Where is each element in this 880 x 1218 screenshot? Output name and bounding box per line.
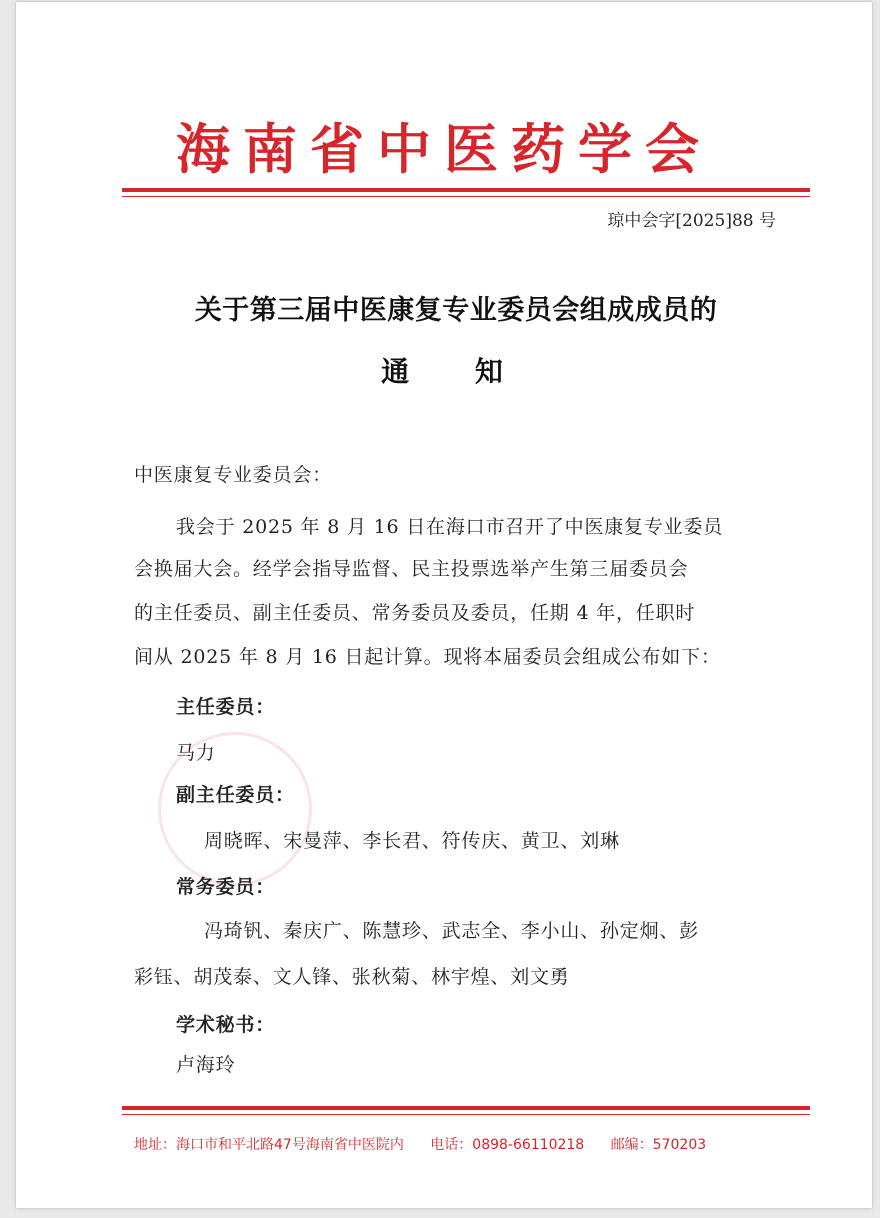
footer-rule-thin xyxy=(122,1114,810,1115)
vice-director-names: 周晓晖、宋曼萍、李长君、符传庆、黄卫、刘琳 xyxy=(204,830,620,852)
director-label: 主任委员： xyxy=(176,696,276,718)
letterhead-rule-thick xyxy=(122,188,810,192)
paragraph-line: 我会于 2025 年 8 月 16 日在海口市召开了中医康复专业委员 xyxy=(176,516,724,538)
notice-title: 关于第三届中医康复专业委员会组成成员的 xyxy=(194,295,718,326)
official-seal xyxy=(158,732,312,886)
letterhead-organization-name: 海南省中医药学会 xyxy=(176,117,712,181)
document-page xyxy=(16,2,872,1208)
letterhead-rule-thin xyxy=(122,196,810,197)
standing-members-names: 彩钰、胡茂泰、文人锋、张秋菊、林宇煌、刘文勇 xyxy=(134,966,570,988)
paragraph-line: 会换届大会。经学会指导监督、民主投票选举产生第三届委员会 xyxy=(134,558,689,580)
paragraph-line: 的主任委员、副主任委员、常务委员及委员，任期 4 年，任职时 xyxy=(134,602,696,624)
standing-members-label: 常务委员： xyxy=(176,876,276,898)
secretary-name: 卢海玲 xyxy=(176,1054,236,1076)
director-name: 马力 xyxy=(176,742,216,764)
paragraph-line: 间从 2025 年 8 月 16 日起计算。现将本届委员会组成公布如下： xyxy=(134,646,721,668)
document-number: 琼中会字[2025]88 号 xyxy=(607,211,776,231)
salutation: 中医康复专业委员会： xyxy=(134,464,333,486)
vice-director-label: 副主任委员： xyxy=(176,784,295,806)
footer-address: 地址：海口市和平北路47号海南省中医院内 xyxy=(134,1137,404,1153)
footer-postcode: 邮编：570203 xyxy=(610,1137,707,1153)
footer-phone: 电话：0898-66110218 xyxy=(430,1137,585,1153)
secretary-label: 学术秘书： xyxy=(176,1014,276,1036)
notice-title-sub: 通 知 xyxy=(381,355,531,388)
standing-members-names: 冯琦钒、秦庆广、陈慧珍、武志全、李小山、孙定炯、彭 xyxy=(204,920,700,942)
footer-contact xyxy=(134,1134,814,1154)
footer-rule-thick xyxy=(122,1106,810,1110)
